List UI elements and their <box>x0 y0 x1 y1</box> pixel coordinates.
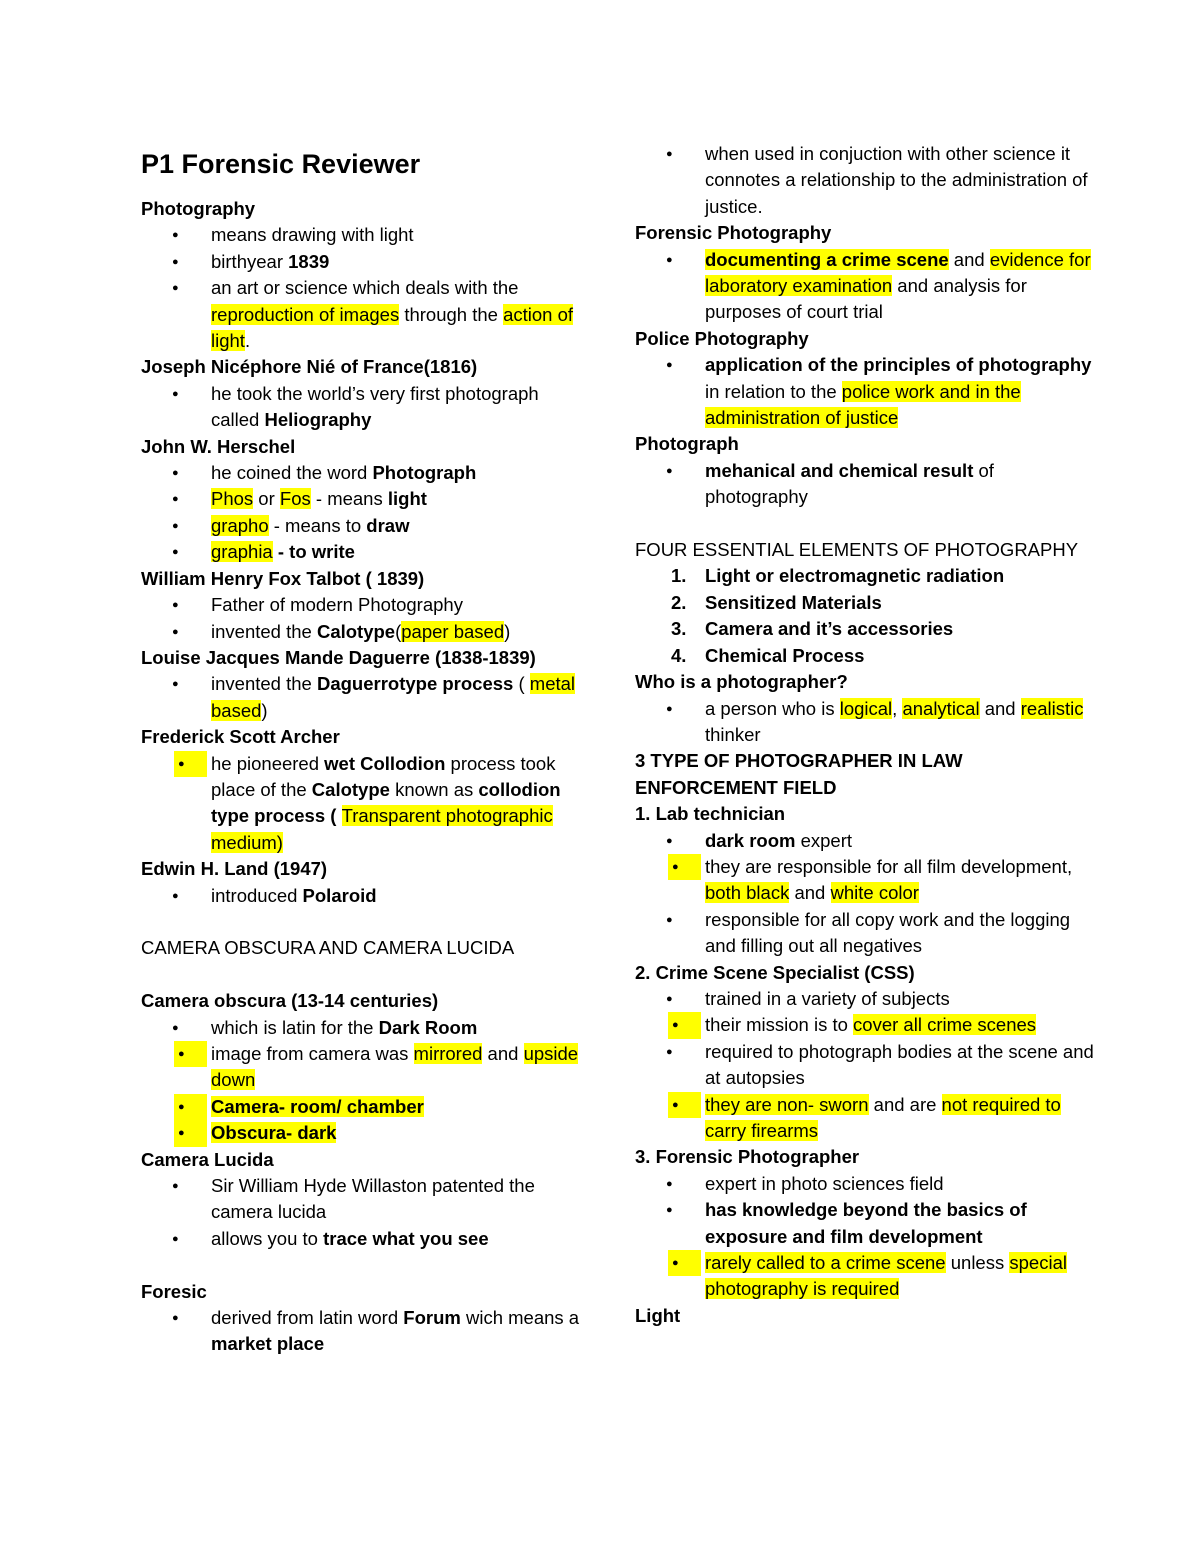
text-run: and are <box>868 1093 942 1115</box>
text-run: 2. Crime Scene Specialist (CSS) <box>635 961 915 983</box>
bold-text: Camera- room/ chamber <box>211 1095 424 1117</box>
text-run: - means to <box>268 514 367 536</box>
bold-text: Dark Room <box>378 1016 478 1038</box>
bold-text: light <box>387 488 427 510</box>
left-column <box>141 0 581 1358</box>
bullet-list <box>141 592 581 645</box>
bold-text: dark room <box>705 829 796 851</box>
bold-text: wet Collodion <box>324 752 446 774</box>
bold-text: Camera and it’s accessories <box>705 618 954 640</box>
bullet-list <box>141 751 581 857</box>
bold-text: - to <box>272 541 312 563</box>
text-run: ( <box>513 673 530 695</box>
highlighted-text: rarely called to a crime scene <box>705 1252 946 1274</box>
list-item <box>635 1012 1095 1038</box>
text-run: invented the <box>211 673 317 695</box>
highlighted-text <box>211 1096 424 1117</box>
section-heading-joseph-nic-phore-ni-of-france-1816 <box>141 354 581 380</box>
text-run: Forensic Photography <box>635 222 832 244</box>
list-item <box>141 249 581 275</box>
list-item <box>141 1305 581 1358</box>
section-heading-police-photography <box>635 326 1095 352</box>
bullet-list <box>635 696 1095 749</box>
bold-text: Photograph <box>372 462 477 484</box>
highlighted-text: metal based <box>211 673 576 721</box>
section-heading-2-crime-scene-specialist-css <box>635 960 1095 986</box>
bold-text: market place <box>211 1333 325 1355</box>
text-run: birthyear <box>211 250 289 272</box>
bullet-list <box>635 458 1095 511</box>
bullet-list <box>141 671 581 724</box>
section-heading-forensic-photography <box>635 220 1095 246</box>
bullet-list <box>141 381 581 434</box>
bold-text: write <box>311 541 355 563</box>
list-item <box>635 616 1095 642</box>
highlighted-text: graphia <box>211 541 273 563</box>
bold-text: Sensitized Materials <box>705 591 882 613</box>
bold-text: Heliography <box>264 409 372 431</box>
section-heading-3-type-of-photographer-in-law-enforcemen <box>635 748 1095 801</box>
list-item <box>141 1120 581 1146</box>
bullet-list <box>141 1173 581 1252</box>
list-item <box>635 854 1095 907</box>
list-item <box>635 828 1095 854</box>
text-run: a person who is <box>705 697 840 719</box>
list-item <box>141 486 581 512</box>
text-run: William Henry Fox Talbot ( 1839) <box>141 567 425 589</box>
highlighted-text: paper based <box>401 620 505 642</box>
list-item <box>141 539 581 565</box>
text-run: Foresic <box>141 1280 207 1302</box>
text-run: required to photograph bodies at the scene and at autopsies <box>705 1040 1094 1089</box>
text-run: FOUR ESSENTIAL ELEMENTS OF PHOTOGRAPHY <box>635 539 1079 561</box>
list-item <box>635 643 1095 669</box>
highlighted-text: mirrored <box>413 1042 483 1064</box>
text-run: responsible for all copy work and the logging and filling out all negatives <box>705 908 1071 957</box>
list-item <box>635 696 1095 749</box>
section-heading-william-henry-fox-talbot-1839 <box>141 566 581 592</box>
text-run: Frederick Scott Archer <box>141 726 340 748</box>
bullet-list <box>635 1171 1095 1303</box>
section-heading-camera-obscura-and-camera-lucida <box>141 935 581 961</box>
bold-text: documenting a crime scene <box>705 248 949 270</box>
list-item <box>141 1041 581 1094</box>
bold-text: trace what you see <box>323 1227 489 1249</box>
text-run: means drawing with light <box>211 224 414 246</box>
list-item <box>141 1173 581 1226</box>
highlighted-text: reproduction of images <box>211 303 400 325</box>
list-number: 3. <box>671 618 687 640</box>
list-item <box>141 1226 581 1252</box>
blank-line <box>141 909 581 935</box>
list-item <box>141 751 581 857</box>
text-run: he pioneered <box>211 752 325 774</box>
text-run: he coined the word <box>211 462 373 484</box>
highlighted-text: upside down <box>211 1042 579 1091</box>
text-run: which is latin for the <box>211 1016 379 1038</box>
text-run: ) <box>504 620 511 642</box>
section-heading-who-is-a-photographer <box>635 669 1095 695</box>
text-run: Camera obscura (13-14 centuries) <box>141 990 439 1012</box>
blank-line <box>141 962 581 988</box>
section-heading-photograph <box>635 431 1095 457</box>
text-run: Father of modern Photography <box>211 594 463 616</box>
bold-text: Daguerrotype process <box>316 673 514 695</box>
list-item <box>635 907 1095 960</box>
list-item <box>141 1094 581 1120</box>
text-run: Photography <box>141 198 256 219</box>
list-item <box>141 460 581 486</box>
right-column <box>635 0 1095 1329</box>
bold-text: Obscura- dark <box>211 1122 337 1144</box>
bold-text: collodion type process ( <box>211 778 561 827</box>
bullet-list <box>635 141 1095 220</box>
blank-line <box>141 1252 581 1278</box>
bold-text: Calotype <box>316 620 396 642</box>
text-run: and <box>789 882 831 904</box>
highlighted-text <box>211 1122 336 1143</box>
text-run: they are responsible for all film development, <box>705 855 1073 877</box>
highlighted-text: special photography is required <box>705 1252 1067 1300</box>
highlighted-text: Phos <box>211 488 254 510</box>
highlighted-text: not required to carry firearms <box>705 1093 1061 1142</box>
text-run: Who is a photographer? <box>635 671 848 693</box>
text-run: Louise Jacques Mande Daguerre (1838-1839) <box>141 646 536 668</box>
highlighted-text: cover all crime scenes <box>853 1014 1037 1036</box>
text-run: in relation to the <box>705 380 842 402</box>
bold-text: draw <box>366 514 410 536</box>
text-run: expert <box>795 829 853 851</box>
text-run: unless <box>945 1252 1010 1274</box>
list-item <box>635 141 1095 220</box>
list-item <box>635 986 1095 1012</box>
bold-text: Forum <box>403 1307 461 1329</box>
text-run: Light <box>635 1304 681 1326</box>
bullet-list <box>141 1305 581 1358</box>
text-run: 3. Forensic Photographer <box>635 1146 860 1168</box>
highlighted-text: white color <box>830 882 919 904</box>
text-run: he took the world’s very first photograph called <box>211 382 539 431</box>
text-run: - means <box>310 488 388 510</box>
text-run: trained in a variety of subjects <box>705 987 950 1009</box>
text-run: Photograph <box>635 433 739 455</box>
list-item <box>635 1171 1095 1197</box>
text-run: Police Photography <box>635 327 809 349</box>
highlighted-text: Transparent photographic medium) <box>211 805 553 853</box>
highlighted-text: grapho <box>211 514 269 536</box>
highlighted-text: they are non- sworn <box>705 1093 869 1115</box>
highlighted-text: police work and in the administration of justice <box>705 380 1021 429</box>
bullet-list <box>635 986 1095 1144</box>
list-item <box>141 222 581 248</box>
text-run: or <box>253 488 280 510</box>
bold-text: application of the principles of photography <box>705 354 1092 376</box>
section-heading-photography <box>141 196 581 222</box>
text-run: . <box>244 330 251 352</box>
highlighted-text: logical <box>839 697 893 719</box>
text-run: Joseph Nicéphore Nié of France(1816) <box>141 356 478 378</box>
section-heading-camera-obscura-13-14-centuries <box>141 988 581 1014</box>
highlighted-text <box>705 249 949 270</box>
text-run: derived from latin word <box>211 1307 404 1329</box>
blank-line <box>635 511 1095 537</box>
list-item <box>141 381 581 434</box>
list-item <box>141 619 581 645</box>
text-run: through the <box>399 303 504 325</box>
text-run: their mission is to <box>705 1014 854 1036</box>
section-heading-louise-jacques-mande-daguerre-1838-1839 <box>141 645 581 671</box>
highlighted-text: Fos <box>279 488 311 510</box>
text-run: thinker <box>705 723 761 745</box>
text-run: John W. Herschel <box>141 435 296 457</box>
text-run: and <box>482 1042 524 1064</box>
section-heading-camera-lucida <box>141 1147 581 1173</box>
list-item <box>635 563 1095 589</box>
text-run: invented the <box>211 620 317 642</box>
page-title: P1 Forensic Reviewer <box>141 149 421 179</box>
bullet-list <box>141 460 581 566</box>
bold-text: mehanical and chemical result <box>705 459 974 481</box>
list-item <box>141 275 581 354</box>
text-run: allows you to <box>211 1227 324 1249</box>
section-heading-john-w-herschel <box>141 434 581 460</box>
text-run: an art or science which deals with the <box>211 277 519 299</box>
bullet-list <box>635 352 1095 431</box>
list-number: 1. <box>671 565 687 587</box>
section-heading-3-forensic-photographer <box>635 1144 1095 1170</box>
bold-text: 1839 <box>288 250 330 272</box>
text-run: image from camera was <box>211 1042 414 1064</box>
list-item <box>635 352 1095 431</box>
section-heading-four-essential-elements-of-photography <box>635 537 1095 563</box>
text-run: 1. Lab technician <box>635 803 786 825</box>
text-run: and <box>948 248 990 270</box>
text-run: , <box>892 697 903 719</box>
section-heading-edwin-h-land-1947 <box>141 856 581 882</box>
text-run: introduced <box>211 884 303 906</box>
text-run: of photography <box>705 459 994 508</box>
highlighted-text: evidence for laboratory examination <box>705 248 1091 297</box>
bullet-list <box>635 247 1095 326</box>
list-item <box>141 513 581 539</box>
list-item <box>635 1039 1095 1092</box>
text-run: and <box>979 697 1021 719</box>
bold-text: has knowledge beyond the basics of exposure and film development <box>705 1199 1027 1247</box>
bold-text: Polaroid <box>302 884 377 906</box>
section-heading-1-lab-technician <box>635 801 1095 827</box>
section-heading-frederick-scott-archer <box>141 724 581 750</box>
text-run: 3 TYPE OF PHOTOGRAPHER IN LAW ENFORCEMENT FIELD <box>635 750 963 798</box>
bold-text: Chemical Process <box>705 644 865 666</box>
list-item <box>141 1015 581 1041</box>
text-run: Sir William Hyde Willaston patented the camera lucida <box>211 1175 535 1223</box>
text-run: known as <box>389 778 479 800</box>
bullet-list <box>635 828 1095 960</box>
list-number: 2. <box>671 591 687 613</box>
bullet-list <box>141 883 581 909</box>
text-run: expert in photo sciences field <box>705 1172 944 1194</box>
list-item <box>635 590 1095 616</box>
text-run: when used in conjuction with other science it connotes a relationship to the administration of justice. <box>705 143 1088 217</box>
bullet-list <box>141 222 581 354</box>
highlighted-text: both black <box>705 882 790 904</box>
list-item <box>635 1092 1095 1145</box>
list-item <box>635 458 1095 511</box>
bold-text: Light or electromagnetic radiation <box>705 565 1005 587</box>
section-heading-foresic <box>141 1279 581 1305</box>
bullet-list <box>141 1015 581 1147</box>
list-item <box>141 671 581 724</box>
list-item <box>141 883 581 909</box>
text-run: ( <box>395 620 402 642</box>
section-heading-light <box>635 1303 1095 1329</box>
highlighted-text: action of light <box>211 303 574 352</box>
list-item <box>635 1197 1095 1250</box>
highlighted-text: realistic <box>1020 697 1084 719</box>
list-item <box>635 247 1095 326</box>
text-run: process took place of the <box>211 752 556 800</box>
text-run: Camera Lucida <box>141 1148 274 1170</box>
list-item <box>141 592 581 618</box>
text-run: wich means a <box>460 1307 580 1329</box>
text-run: CAMERA OBSCURA AND CAMERA LUCIDA <box>141 937 515 959</box>
list-item <box>635 1250 1095 1303</box>
text-run: Edwin H. Land (1947) <box>141 858 328 880</box>
numbered-list <box>635 563 1095 669</box>
list-number: 4. <box>671 644 687 666</box>
highlighted-text: analytical <box>902 697 980 719</box>
text-run: ) <box>261 699 268 721</box>
text-run: and analysis for purposes of court trial <box>705 275 1027 323</box>
bold-text: Calotype <box>311 778 390 800</box>
